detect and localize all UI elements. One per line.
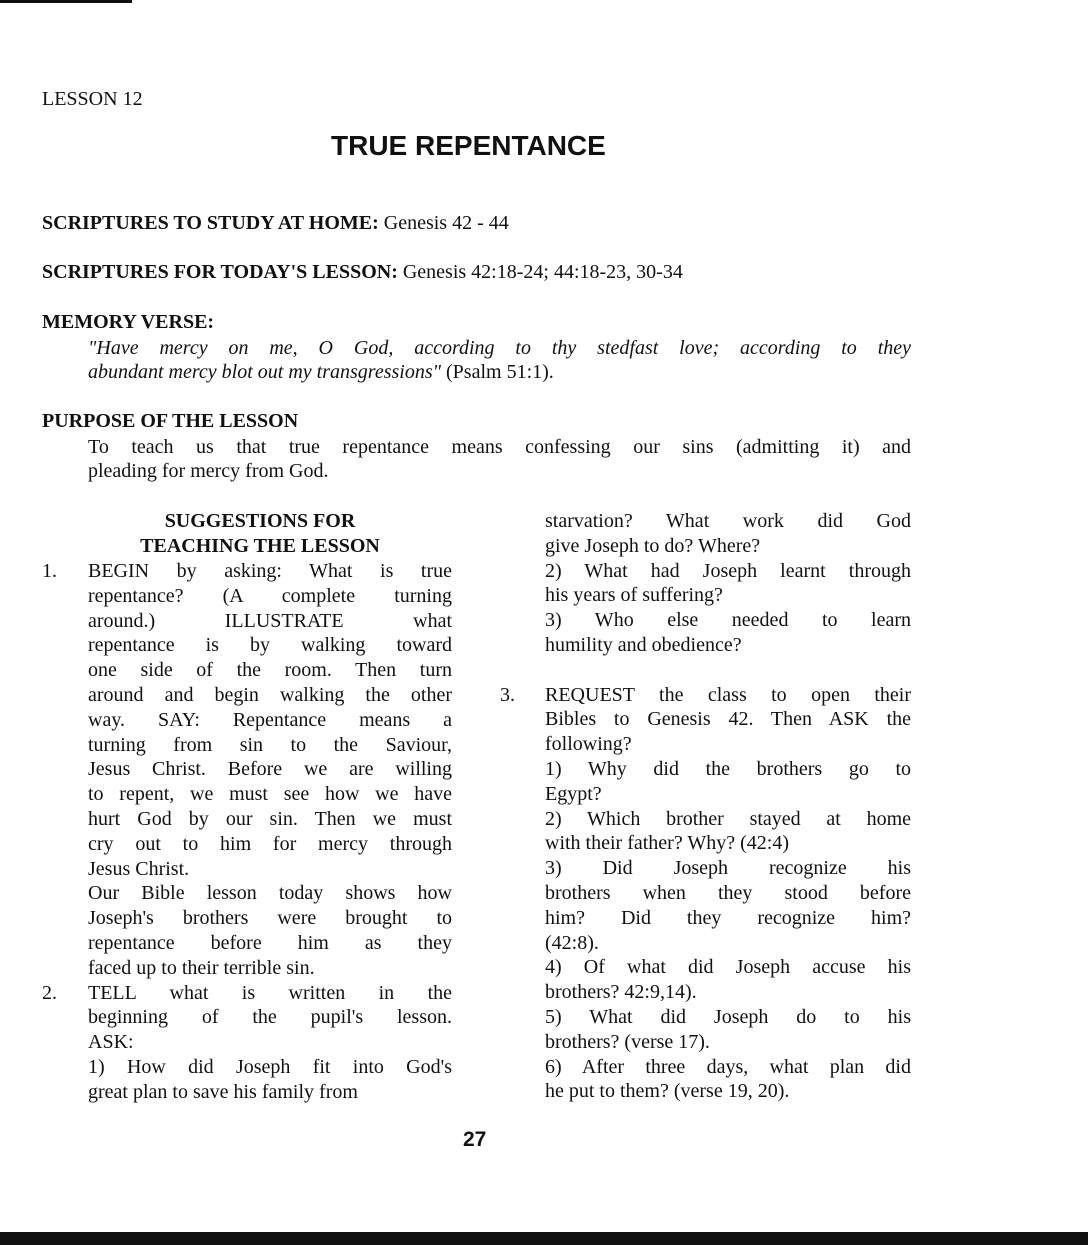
item-number: 2. xyxy=(42,981,57,1004)
item-number: 1. xyxy=(42,560,57,582)
text-line: 2) What had Joseph learnt through xyxy=(545,559,911,582)
purpose-line-1: To teach us that true repentance means confessing our sins (admitting it) and xyxy=(88,436,911,458)
text-line: 1) Why did the brothers go to xyxy=(545,757,911,780)
text-line: 6) After three days, what plan did xyxy=(545,1055,911,1078)
page-number: 27 xyxy=(463,1128,487,1151)
suggestions-heading xyxy=(110,509,410,559)
scan-edge-band xyxy=(0,1232,1088,1245)
memory-verse-line-2 xyxy=(88,361,554,384)
text-line: turning from sin to the Saviour, xyxy=(88,733,452,756)
text-line: starvation? What work did God xyxy=(545,510,911,532)
text-line: Our Bible lesson today shows how xyxy=(88,882,452,905)
left-column xyxy=(42,559,452,1105)
text-line: Egypt? xyxy=(545,782,602,805)
scan-edge-line xyxy=(0,0,132,3)
text-line: Bibles to Genesis 42. Then ASK the xyxy=(545,708,911,731)
text-line: 4) Of what did Joseph accuse his xyxy=(545,956,911,979)
text-line: 3) Did Joseph recognize his xyxy=(545,857,911,880)
purpose-label xyxy=(42,410,298,433)
purpose-line-2: pleading for mercy from God. xyxy=(88,460,329,482)
text-line: around and begin walking the other xyxy=(88,683,452,706)
text-line: 1) How did Joseph fit into God's xyxy=(88,1055,452,1078)
memory-verse-label xyxy=(42,311,214,334)
suggestions-heading-line-1: SUGGESTIONS FOR xyxy=(164,510,356,532)
text-line: give Joseph to do? Where? xyxy=(545,534,761,557)
item-number: 3. xyxy=(500,683,515,706)
text-line: BEGIN by asking: What is true xyxy=(88,560,452,582)
text-line: brothers? 42:9,14). xyxy=(545,981,697,1004)
scriptures-home-value: Genesis 42 - 44 xyxy=(383,212,509,234)
text-line: Jesus Christ. xyxy=(88,857,190,880)
text-line: 5) What did Joseph do to his xyxy=(545,1005,911,1028)
text-line: ASK: xyxy=(88,1031,134,1054)
scriptures-today-value: Genesis 42:18-24; 44:18-23, 30-34 xyxy=(402,261,683,283)
text-line: (42:8). xyxy=(545,931,599,954)
text-line: 2) Which brother stayed at home xyxy=(545,807,911,830)
right-column xyxy=(500,509,911,1104)
text-line: Joseph's brothers were brought to xyxy=(88,907,452,930)
text-line: following? xyxy=(545,733,632,756)
text-line: one side of the room. Then turn xyxy=(88,659,452,682)
text-line: repentance before him as they xyxy=(88,931,452,954)
text-line: REQUEST the class to open their xyxy=(545,683,911,706)
text-line: faced up to their terrible sin. xyxy=(88,956,315,979)
lesson-number: LESSON 12 xyxy=(42,88,143,110)
text-line: great plan to save his family from xyxy=(88,1080,358,1103)
text-line: brothers when they stood before xyxy=(545,881,911,904)
text-line: hurt God by our sin. Then we must xyxy=(88,807,452,830)
memory-verse-reference: (Psalm 51:1). xyxy=(446,361,554,383)
text-line: he put to them? (verse 19, 20). xyxy=(545,1080,790,1103)
memory-verse-line-1: "Have mercy on me, O God, according to thy stedfast love; according to they xyxy=(88,337,911,359)
suggestions-heading-line-2: TEACHING THE LESSON xyxy=(140,534,380,557)
text-line: with their father? Why? (42:4) xyxy=(545,832,789,855)
scriptures-home-label: SCRIPTURES TO STUDY AT HOME: xyxy=(42,212,379,234)
blank-line xyxy=(545,658,911,683)
purpose-label-text: PURPOSE OF THE LESSON xyxy=(42,410,299,432)
text-line: around.) ILLUSTRATE what xyxy=(88,609,452,632)
text-line: repentance? (A complete turning xyxy=(88,584,452,607)
text-line: way. SAY: Repentance means a xyxy=(88,708,452,731)
text-line: beginning of the pupil's lesson. xyxy=(88,1006,452,1029)
text-line: repentance is by walking toward xyxy=(88,634,452,657)
text-line: 3) Who else needed to learn xyxy=(545,609,911,632)
page-title: TRUE REPENTANCE xyxy=(331,130,606,161)
text-line: cry out to him for mercy through xyxy=(88,832,452,855)
memory-verse-text: abundant mercy blot out my transgressions" xyxy=(88,361,442,383)
text-line: brothers? (verse 17). xyxy=(545,1030,710,1053)
scriptures-today-label: SCRIPTURES FOR TODAY'S LESSON: xyxy=(42,261,398,283)
memory-verse-label-text: MEMORY VERSE: xyxy=(42,311,215,333)
text-line: his years of suffering? xyxy=(545,584,723,607)
text-line: humility and obedience? xyxy=(545,633,742,656)
scriptures-home xyxy=(42,212,509,235)
text-line: him? Did they recognize him? xyxy=(545,906,911,929)
text-line: TELL what is written in the xyxy=(88,981,452,1004)
text-line: to repent, we must see how we have xyxy=(88,783,452,806)
text-line: Jesus Christ. Before we are willing xyxy=(88,758,452,781)
scriptures-today xyxy=(42,261,683,284)
